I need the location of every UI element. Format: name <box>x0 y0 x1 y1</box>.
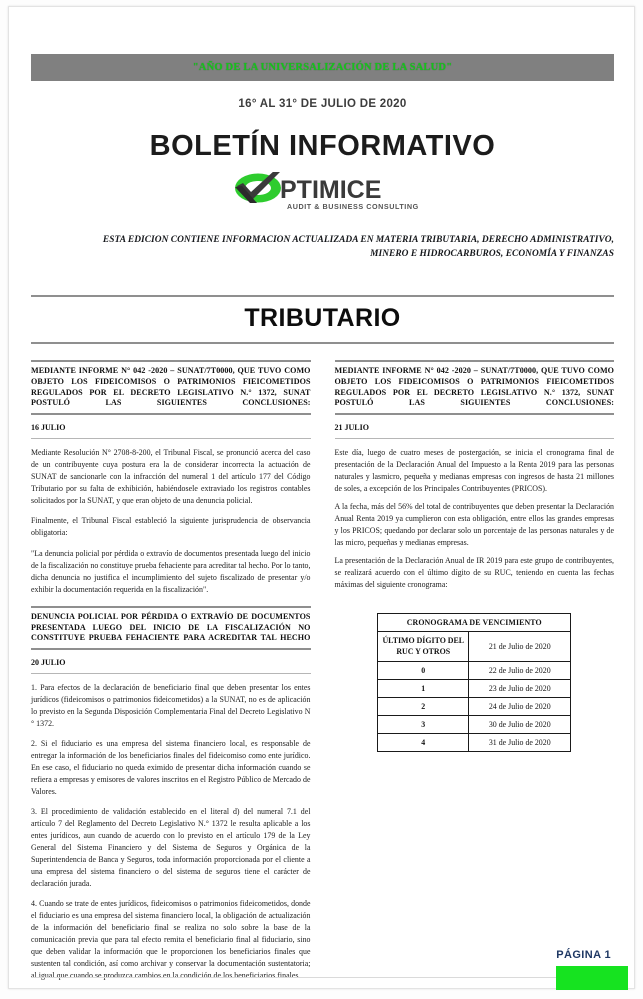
schedule-table <box>377 613 571 752</box>
year-slogan-text: "AÑO DE LA UNIVERSALIZACIÓN DE LA SALUD" <box>192 62 453 73</box>
section-heading-text: TRIBUTARIO <box>244 304 401 333</box>
left-article2-item-3: 3. El procedimiento de validación establecido en el literal d) del numeral 7.1 del artículo 7 del Reglamento del Decreto Legislativo N.° 1372 le resulta aplicable a los entes jurídicos, aun cuando de acuerdo con lo previsto en el artículo 179 de la Ley General del Sistema Financiero y del Sistema de Seguros y Orgánica de la Superintendencia de Banca y Seguros, toda información proporcionada por el cliente a una empresa del sistema financiero o del sistema de seguros tiene el carácter de declaración jurada. <box>31 807 311 889</box>
schedule-row-date: 23 de Julio de 2020 <box>469 679 571 697</box>
right-article1-date: 21 JULIO <box>335 423 615 439</box>
page-title: BOLETÍN INFORMATIVO <box>149 130 496 162</box>
table-row <box>378 661 571 679</box>
schedule-row-digit: 4 <box>378 733 469 751</box>
schedule-table-header-right: 21 de Julio de 2020 <box>469 632 571 662</box>
schedule-row-date: 22 de Julio de 2020 <box>469 661 571 679</box>
table-row <box>378 679 571 697</box>
left-article1-paragraph-1: Mediante Resolución N° 2708-8-200, el Tribunal Fiscal, se pronunció acerca del caso de un contribuyente cuya postura era la de considerar incorrecta la actuación de SUNAT de sancionarle con la infracción del numeral 1 del artículo 177 del Código Tributario por su falta de exhibición, habiéndosele extraviado los registros contables solicitados por la SUNAT, y que eran objeto de una denuncia policial. <box>31 447 311 505</box>
schedule-row-date: 30 de Julio de 2020 <box>469 715 571 733</box>
section-heading <box>31 295 614 344</box>
schedule-row-digit: 1 <box>378 679 469 697</box>
left-article2-date: 20 JULIO <box>31 658 311 674</box>
left-article2-headline-box <box>31 608 311 650</box>
edition-description-line1: ESTA EDICION CONTIENE INFORMACION ACTUALIZADA EN MATERIA TRIBUTARIA, DERECHO ADMINISTRATIVO, <box>102 235 614 245</box>
right-article1-paragraph-2: A la fecha, más del 56% del total de contribuyentes que deben presentar la Declaración Anual Renta 2019 ya cumplieron con esta obligación, entre ellos las grandes empresas y los PRICOS; quedando por declarar solo un porcentaje de las personas naturales y de las micro, pequeñas y medianas empresas. <box>334 502 614 548</box>
year-slogan-banner <box>31 54 614 81</box>
schedule-row-date: 31 de Julio de 2020 <box>469 733 571 751</box>
page-sheet <box>8 6 635 989</box>
article-columns <box>31 360 614 982</box>
left-article1-paragraph-2: Finalmente, el Tribunal Fiscal estableció la siguiente jurisprudencia de observancia obligatoria: <box>31 516 311 538</box>
logo-tagline-text: AUDIT & BUSINESS CONSULTING <box>286 202 419 211</box>
left-article2-item-1: 1. Para efectos de la declaración de beneficiario final que deben presentar los entes jurídicos (fideicomisos o patrimonios fideicometidos) a la SUNAT, no es de aplicación lo previsto en la Segunda Disposición Complementaria Final del Decreto Legislativo N ° 1372. <box>31 683 311 729</box>
right-article1-paragraph-3: La presentación de la Declaración Anual de IR 2019 para este grupo de contribuyentes, se realizará acuerdo con el último dígito de su RUC, teniendo en cuenta las fechas máximas del siguiente cronograma: <box>334 556 614 590</box>
right-article1-paragraph-1: Este día, luego de cuatro meses de postergación, se inicia el cronograma final de presentación de la Declaración Anual del Impuesto a la Renta 2019 para las personas naturales y lasmicro, pequeña y medianas empresas con ingresos de hasta 21 millones de soles, a excepción de los Principales Contribuyentes (PRICOS). <box>334 447 614 493</box>
page-content <box>31 7 614 990</box>
schedule-row-digit: 3 <box>378 715 469 733</box>
footer-accent-block <box>556 966 628 990</box>
schedule-table-header-left: ÚLTIMO DÍGITO DEL RUC Y OTROS <box>378 632 469 662</box>
edition-description-line2: MINERO E HIDROCARBUROS, ECONOMÍA Y FINANZAS <box>370 248 614 259</box>
table-row <box>378 632 571 662</box>
edition-dateline: 16° AL 31° DE JULIO DE 2020 <box>238 98 407 110</box>
left-article1-date: 16 JULIO <box>31 423 311 439</box>
logo-brand-text: PTIMICE <box>279 176 381 204</box>
optimice-logo-svg <box>225 172 421 212</box>
right-column <box>335 360 615 982</box>
left-article2-headline: DENUNCIA POLICIAL POR PÉRDIDA O EXTRAVÍO DE DOCUMENTOS PRESENTADA LUEGO DEL INICIO DE LA FISCALIZACIÓN NO CONSTITUYE PRUEBA FEHACIENTE PARA ACREDITAR TAL HECHO <box>31 612 311 643</box>
schedule-row-digit: 0 <box>378 661 469 679</box>
right-article1-headline-box <box>335 360 615 415</box>
table-row <box>378 733 571 751</box>
left-article1-headline: MEDIANTE INFORME N° 042 -2020 – SUNAT/7T0000, QUE TUVO COMO OBJETO LOS FIDEICOMISOS O PATRIMONIOS FIEICOMETIDOS REGULADOS POR EL DECRETO LEGISLATIVO N.° 1372, SUNAT POSTULÓ LAS SIGUIENTES CONCLUSIONES: <box>31 366 311 408</box>
company-logo <box>31 172 614 212</box>
schedule-table-wrapper <box>335 613 615 752</box>
left-column <box>31 360 311 982</box>
table-row <box>378 614 571 632</box>
schedule-row-digit: 2 <box>378 697 469 715</box>
left-article2-item-2: 2. Si el fiduciario es una empresa del sistema financiero local, es responsable de entregar la información de los beneficiarios finales del fideicomiso como ente jurídico. En ese caso, el fiduciario no queda eximido de presentar dicha información cuando se refiera a empresas y emisores de valores inscritos en el Registro Público de Mercado de Valores. <box>31 739 311 797</box>
schedule-table-body <box>378 614 571 752</box>
schedule-table-title: CRONOGRAMA DE VENCIMIENTO <box>378 614 571 632</box>
left-article2-item-4: 4. Cuando se trate de entes jurídicos, fideicomisos o patrimonios fideicometidos, donde el fiduciario es una empresa del sistema financiero local, la obligación de actualización de la información del beneficiario final se realiza no solo sobre la base de la comunicación previa que para tal efecto remita el beneficiario final al fiduciario, sino que deben validar la información que le proporcionen los beneficiarios finales que sustenten tal condición, así como archivar y conservar la documentación sustentatoria; al igual que cuando se produzca cambios en la condición de los beneficiarios finales <box>31 899 311 981</box>
left-article1-quote: "La denuncia policial por pérdida o extravío de documentos presentada luego del inicio de la fiscalización no constituye prueba fehaciente para acreditar tal hecho. Por lo tanto, dicha denuncia no justifica el incumplimiento del sujeto fiscalizado de presentar y/o exhibir la documentación requerida en la fiscalización". <box>31 549 311 595</box>
footer-divider <box>31 977 614 978</box>
schedule-row-date: 24 de Julio de 2020 <box>469 697 571 715</box>
page-number: PÁGINA 1 <box>556 949 611 961</box>
table-row <box>378 715 571 733</box>
left-article1-headline-box <box>31 360 311 415</box>
table-row <box>378 697 571 715</box>
right-article1-headline: MEDIANTE INFORME N° 042 -2020 – SUNAT/7T0000, QUE TUVO COMO OBJETO LOS FIDEICOMISOS O PATRIMONIOS FIEICOMETIDOS REGULADOS POR EL DECRETO LEGISLATIVO N.° 1372, SUNAT POSTULÓ LAS SIGUIENTES CONCLUSIONES: <box>334 366 614 408</box>
edition-description <box>31 234 614 261</box>
